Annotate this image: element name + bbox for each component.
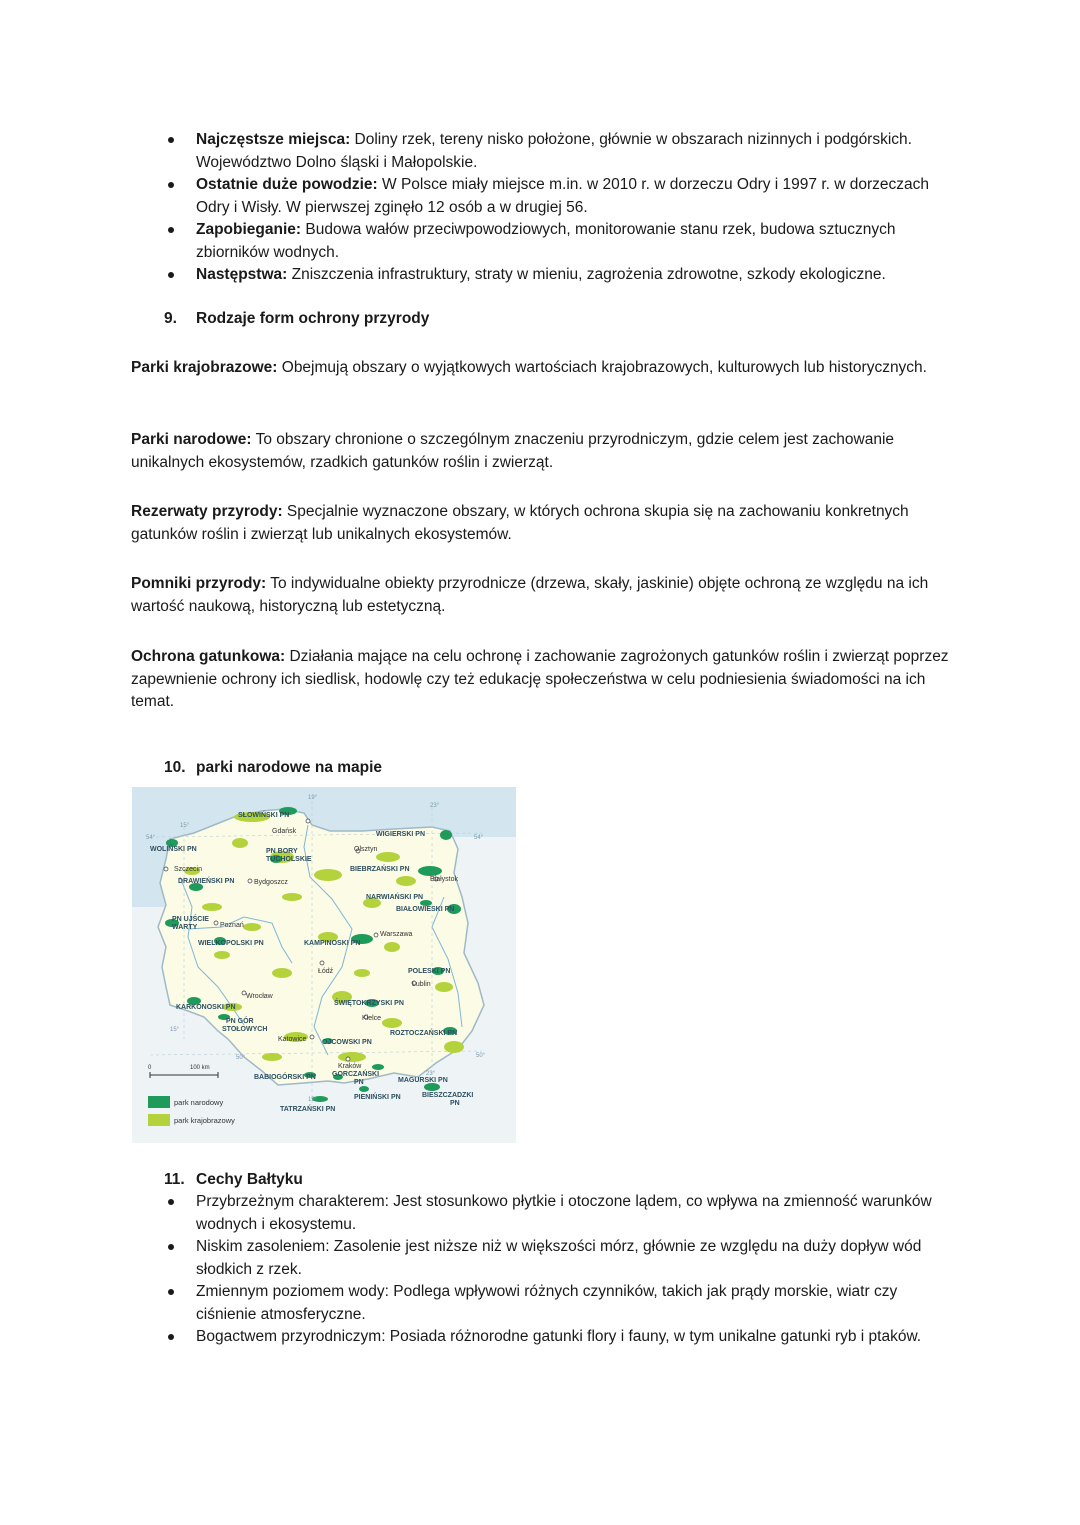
legend-swatch-national xyxy=(148,1096,170,1108)
form-parki-narodowe: Parki narodowe: To obszary chronione o szczególnym znaczeniu przyrodniczym, gdzie celem jest zachowanie unikalnych ekosystemów, rzadkich gatunków roślin i zwierząt. xyxy=(131,431,895,471)
city-label: Warszawa xyxy=(380,931,413,938)
park-label: MAGURSKI PN xyxy=(398,1077,448,1084)
park-label: WIGIERSKI PN xyxy=(376,831,426,838)
park-label: DRAWIEŃSKI PN xyxy=(178,878,235,885)
park-label: KARKONOSKI PN xyxy=(176,1004,236,1011)
list-item: Ostatnie duże powodzie: W Polsce miały miejsce m.in. w 2010 r. w dorzeczu Odry i 1997 r. w dorzeczach Odry i Wisły. W pierwszej zginęło 12 osób a w drugiej 56. xyxy=(166,174,956,219)
list-item: Zmiennym poziomem wody: Podlega wpływowi różnych czynników, takich jak prądy morskie, wiatr czy ciśnienie atmosferyczne. xyxy=(166,1281,956,1326)
section-11-heading: 11. Cechy Bałtyku xyxy=(164,1171,303,1188)
map-legend xyxy=(148,1096,235,1126)
floods-list xyxy=(166,129,956,287)
section-10-heading: 10. parki narodowe na mapie xyxy=(164,759,383,776)
coord-label: 23° xyxy=(426,1071,436,1077)
park-label: BABIOGÓRSKI PN xyxy=(254,1074,316,1081)
park-label: ROZTOCZAŃSKI PN xyxy=(390,1030,458,1037)
park-label: NARWIAŃSKI PN xyxy=(366,894,424,901)
coord-label: 19° xyxy=(308,1097,318,1103)
park-label: PN GÓR xyxy=(226,1018,254,1025)
city-label: Kraków xyxy=(338,1063,362,1070)
coord-label: 19° xyxy=(308,795,318,801)
list-item: Zapobieganie: Budowa wałów przeciwpowodziowych, monitorowanie stanu rzek, budowa sztucznych zbiorników wodnych. xyxy=(166,219,956,264)
form-pomniki: Pomniki przyrody: To indywidualne obiekty przyrodnicze (drzewa, skały, jaskinie) objęte ochroną ze względu na ich wartość naukową, historyczną lub estetyczną. xyxy=(131,575,929,615)
list-item: Następstwa: Zniszczenia infrastruktury, straty w mieniu, zagrożenia zdrowotne, szkody ekologiczne. xyxy=(166,264,956,287)
city-label: Lublin xyxy=(412,981,431,988)
city-label: Białystok xyxy=(430,876,459,883)
city-label: Kielce xyxy=(362,1015,382,1022)
park-label: BIESZCZADZKI xyxy=(422,1092,474,1099)
park-label: WIELKOPOLSKI PN xyxy=(198,940,264,947)
city-label: Wrocław xyxy=(246,993,273,1000)
poland-outline xyxy=(158,809,484,1085)
coord-label: 23° xyxy=(430,803,440,809)
park-label: PIENIŃSKI PN xyxy=(354,1094,401,1101)
park-label: BIEBRZAŃSKI PN xyxy=(350,866,410,873)
park-label: TATRZAŃSKI PN xyxy=(280,1106,336,1113)
form-parki-krajobrazowe: Parki krajobrazowe: Obejmują obszary o wyjątkowych wartościach krajobrazowych, kulturowych lub historycznych. xyxy=(131,359,927,376)
legend-label: park narodowy xyxy=(174,1098,224,1107)
park-label: OJCOWSKI PN xyxy=(322,1039,372,1046)
park-label: BIAŁOWIESKI PN xyxy=(396,906,455,913)
park-label: WARTY xyxy=(172,924,198,931)
scale-bar xyxy=(148,1065,218,1078)
park-label: GORCZAŃSKI xyxy=(332,1071,380,1078)
legend-swatch-landscape xyxy=(148,1114,170,1126)
list-item: Niskim zasoleniem: Zasolenie jest niższe niż w większości mórz, głównie ze względu na duży dopływ wód słodkich z rzek. xyxy=(166,1236,956,1281)
park-label: TUCHOLSKIE xyxy=(266,856,312,863)
park-label: PN xyxy=(450,1100,460,1107)
city-label: Olsztyn xyxy=(354,846,378,853)
legend-label: park krajobrazowy xyxy=(174,1116,235,1125)
coord-label: 50° xyxy=(236,1055,246,1061)
park-label: SŁOWIŃSKI PN xyxy=(238,812,290,819)
form-ochrona-gatunkowa: Ochrona gatunkowa: Działania mające na celu ochronę i zachowanie zagrożonych gatunków roślin i zwierząt poprzez zapewnienie ochrony ich siedlisk, hodowlę czy też edukację społeczeństwa w celu podniesienia świadomości na ich temat. xyxy=(131,648,949,710)
coord-label: 54° xyxy=(146,835,156,841)
park-label: PN UJŚCIE xyxy=(172,916,209,923)
list-item: Najczęstsze miejsca: Doliny rzek, tereny nisko położone, głównie w obszarach nizinnych i podgórskich. Województwo Dolno śląski i Małopolskie. xyxy=(166,129,956,174)
park-label: PN BORY xyxy=(266,848,298,855)
svg-text:0: 0 xyxy=(148,1065,152,1071)
section-9-heading: 9. Rodzaje form ochrony przyrody xyxy=(164,310,430,327)
coord-label: 15° xyxy=(170,1027,180,1033)
national-parks-map xyxy=(132,787,516,1143)
city-label: Poznań xyxy=(220,922,244,929)
coord-label: 15° xyxy=(180,823,190,829)
svg-text:100 km: 100 km xyxy=(190,1065,210,1071)
baltic-list xyxy=(166,1191,956,1349)
coord-label: 54° xyxy=(474,835,484,841)
park-label: WOLIŃSKI PN xyxy=(150,846,197,853)
list-item: Przybrzeżnym charakterem: Jest stosunkowo płytkie i otoczone lądem, co wpływa na zmienność warunków wodnych i ekosystemu. xyxy=(166,1191,956,1236)
city-label: Szczecin xyxy=(174,866,203,873)
city-label: Bydgoszcz xyxy=(254,879,288,886)
park-label: ŚWIĘTOKRZYSKI PN xyxy=(334,1000,404,1007)
coord-label: 50° xyxy=(476,1053,486,1059)
park-label: PN xyxy=(354,1079,364,1086)
park-label: KAMPINOSKI PN xyxy=(304,940,361,947)
park-label: STOŁOWYCH xyxy=(222,1026,268,1033)
park-label: POLESKI PN xyxy=(408,968,451,975)
form-rezerwaty: Rezerwaty przyrody: Specjalnie wyznaczone obszary, w których ochrona skupia się na zachowaniu konkretnych gatunków roślin i zwierząt lub unikalnych ekosystemów. xyxy=(131,503,909,543)
city-label: Łódź xyxy=(318,968,334,975)
city-label: Gdańsk xyxy=(272,828,297,835)
city-label: Katowice xyxy=(278,1036,307,1043)
list-item: Bogactwem przyrodniczym: Posiada różnorodne gatunki flory i fauny, w tym unikalne gatunki ryb i ptaków. xyxy=(166,1326,956,1349)
